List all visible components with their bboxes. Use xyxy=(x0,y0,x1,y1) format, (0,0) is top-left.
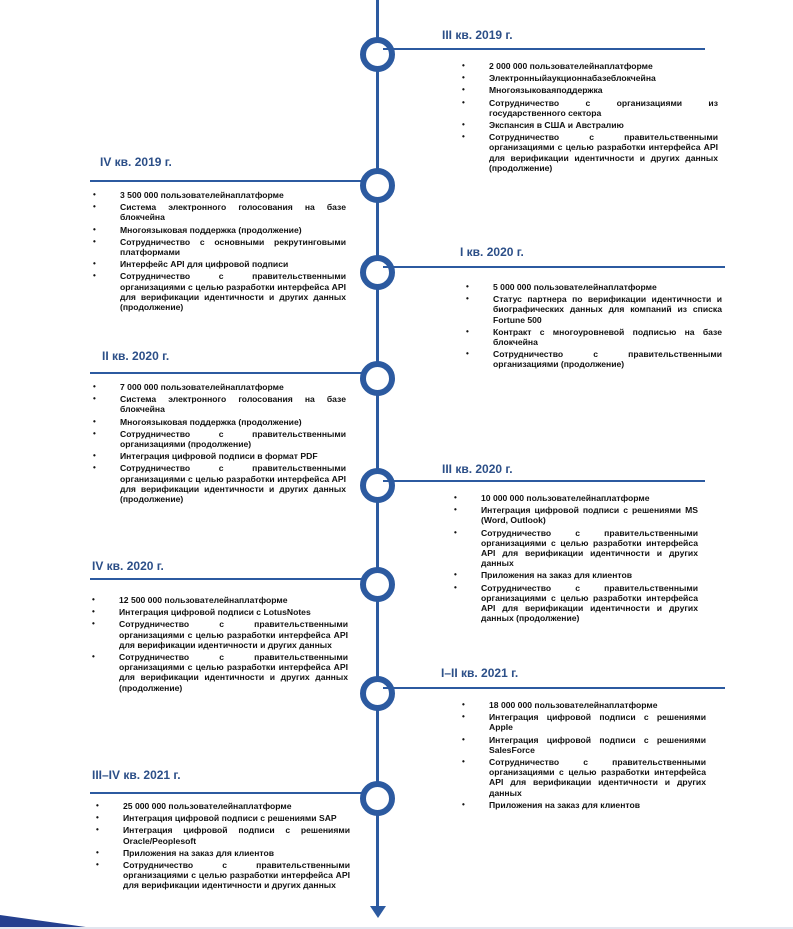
period-title: III–IV кв. 2021 г. xyxy=(92,768,181,782)
list-item: • 3 500 000 пользователейнаплатформе xyxy=(93,190,346,200)
list-item: • Сотрудничество с правительственными организациями (продолжение) xyxy=(466,349,722,369)
list-item: • Система электронного голосования на базе блокчейна xyxy=(93,202,346,222)
timeline-connector xyxy=(383,266,725,268)
period-items xyxy=(93,190,346,314)
list-item: • 5 000 000 пользователейнаплатформе xyxy=(466,282,722,292)
period-title: III кв. 2020 г. xyxy=(442,462,513,476)
timeline-connector xyxy=(383,480,705,482)
period-title: I–II кв. 2021 г. xyxy=(441,666,519,680)
timeline-connector xyxy=(383,687,725,689)
timeline-connector xyxy=(90,792,363,794)
list-item: • Интеграция цифровой подписи с LotusNotes xyxy=(92,607,348,617)
period-title: III кв. 2019 г. xyxy=(442,28,513,42)
timeline-node xyxy=(360,168,395,203)
list-item: • Интерфейс API для цифровой подписи xyxy=(93,259,346,269)
timeline-axis xyxy=(376,0,379,912)
timeline-arrow-down-icon xyxy=(370,906,386,918)
list-item: • Сотрудничество с правительственными организациями с целью разработки интерфейса API для верификации идентичности и других данных xyxy=(462,757,706,798)
timeline-node xyxy=(360,37,395,72)
timeline-connector xyxy=(90,180,363,182)
period-items xyxy=(454,493,698,625)
period-items xyxy=(462,700,706,812)
timeline-connector xyxy=(90,372,363,374)
period-title: I кв. 2020 г. xyxy=(460,245,524,259)
period-title: IV кв. 2020 г. xyxy=(92,559,164,573)
list-item: • Сотрудничество с основными рекрутинговыми платформами xyxy=(93,237,346,257)
list-item: • Сотрудничество с правительственными организациями с целью разработки интерфейса API для верификации идентичности и других данных (продолжение) xyxy=(92,652,348,693)
list-item: • Сотрудничество с правительственными организациями с целью разработки интерфейса API для верификации идентичности и других данных xyxy=(454,528,698,569)
list-item: • 7 000 000 пользователейнаплатформе xyxy=(93,382,346,392)
timeline-node xyxy=(360,781,395,816)
list-item: • Многоязыковая поддержка (продолжение) xyxy=(93,417,346,427)
list-item: • Интеграция цифровой подписи в формат PDF xyxy=(93,451,346,461)
period-items xyxy=(462,61,718,175)
list-item: • Экспансия в США и Австралию xyxy=(462,120,718,130)
timeline-connector xyxy=(383,48,705,50)
list-item: • Многоязыковая поддержка (продолжение) xyxy=(93,225,346,235)
list-item: • Сотрудничество с организациями из государственного сектора xyxy=(462,98,718,118)
list-item: • Сотрудничество с правительственными организациями с целью разработки интерфейса API для верификации идентичности и других данных xyxy=(92,619,348,650)
period-items xyxy=(466,282,722,372)
period-title: IV кв. 2019 г. xyxy=(100,155,172,169)
timeline-node xyxy=(360,468,395,503)
list-item: • Статус партнера по верификации идентичности и биографических данных для компаний из списка Fortune 500 xyxy=(466,294,722,325)
list-item: • Интеграция цифровой подписи с решениями MS (Word, Outlook) xyxy=(454,505,698,525)
list-item: • Многоязыковаяподдержка xyxy=(462,85,718,95)
list-item: • 25 000 000 пользователейнаплатформе xyxy=(96,801,350,811)
period-title: II кв. 2020 г. xyxy=(102,349,170,363)
list-item: • Сотрудничество с правительственными организациями с целью разработки интерфейса API для верификации идентичности и других данных (продолжение) xyxy=(93,271,346,312)
list-item: • Сотрудничество с правительственными организациями с целью разработки интерфейса API для верификации идентичности и других данных (продолжение) xyxy=(462,132,718,173)
list-item: • Сотрудничество с правительственными организациями с целью разработки интерфейса API для верификации идентичности и других данных xyxy=(96,860,350,891)
list-item: • Электронныйаукционнабазеблокчейна xyxy=(462,73,718,83)
list-item: • Интеграция цифровой подписи с решениями Apple xyxy=(462,712,706,732)
timeline-node xyxy=(360,567,395,602)
list-item: • 2 000 000 пользователейнаплатформе xyxy=(462,61,718,71)
list-item: • Сотрудничество с правительственными организациями с целью разработки интерфейса API для верификации идентичности и других данных (продолжение) xyxy=(454,583,698,624)
list-item: • Интеграция цифровой подписи с решениями SalesForce xyxy=(462,735,706,755)
list-item: • Интеграция цифровой подписи с решениями Oracle/Peoplesoft xyxy=(96,825,350,845)
list-item: • Интеграция цифровой подписи с решениями SAP xyxy=(96,813,350,823)
timeline-node xyxy=(360,255,395,290)
timeline-connector xyxy=(90,578,363,580)
list-item: • 12 500 000 пользователейнаплатформе xyxy=(92,595,348,605)
list-item: • Сотрудничество с правительственными организациями (продолжение) xyxy=(93,429,346,449)
period-items xyxy=(92,595,348,695)
timeline-node xyxy=(360,676,395,711)
list-item: • Приложения на заказ для клиентов xyxy=(462,800,706,810)
list-item: • 18 000 000 пользователейнаплатформе xyxy=(462,700,706,710)
list-item: • 10 000 000 пользователейнаплатформе xyxy=(454,493,698,503)
list-item: • Приложения на заказ для клиентов xyxy=(454,570,698,580)
list-item: • Приложения на заказ для клиентов xyxy=(96,848,350,858)
period-items xyxy=(93,382,346,506)
list-item: • Контракт с многоуровневой подписью на базе блокчейна xyxy=(466,327,722,347)
timeline-node xyxy=(360,361,395,396)
list-item: • Система электронного голосования на базе блокчейна xyxy=(93,394,346,414)
list-item: • Сотрудничество с правительственными организациями с целью разработки интерфейса API для верификации идентичности и других данных (продолжение) xyxy=(93,463,346,504)
period-items xyxy=(96,801,350,893)
